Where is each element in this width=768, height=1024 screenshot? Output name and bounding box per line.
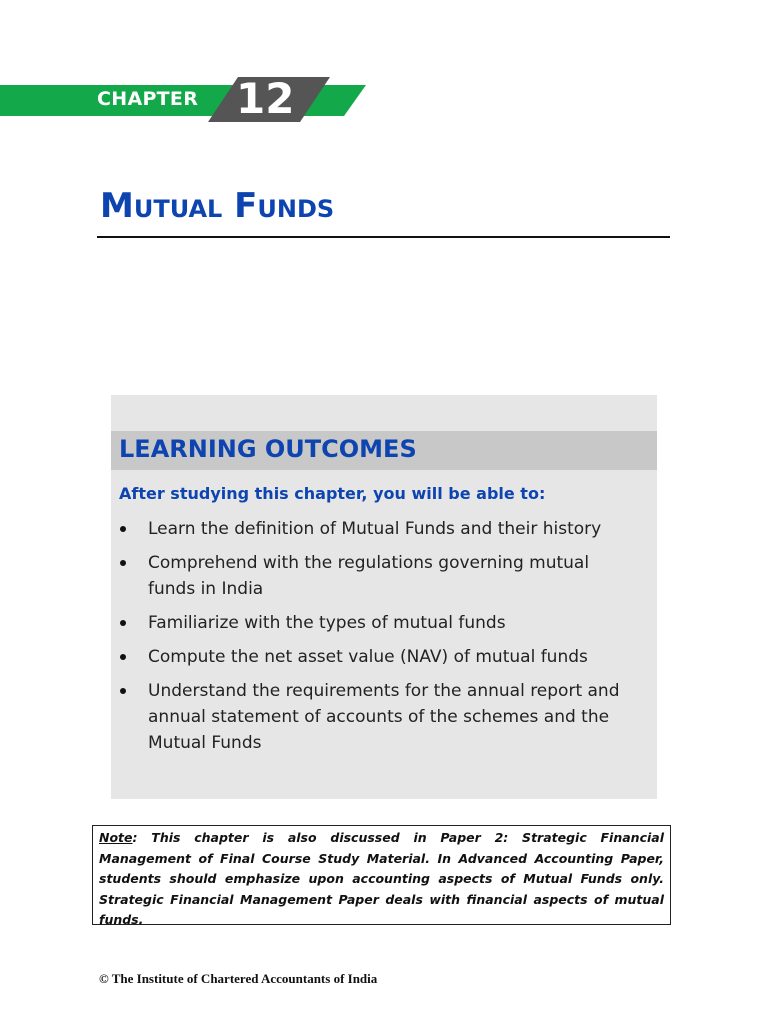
learning-outcomes-intro: After studying this chapter, you will be able to: [119, 484, 546, 503]
learning-outcomes-heading: LEARNING OUTCOMES [119, 435, 417, 463]
outcome-item [111, 644, 657, 670]
note-text: : This chapter is also discussed in Paper 2: Strategic Financial Management of Final Course Study Material. In Advanced Accounting Paper, students should emphasize upon accounting aspects of Mutual Funds only. Strategic Financial Management Paper deals with financial aspects of mutual funds. [99, 830, 664, 927]
note-box [92, 825, 671, 925]
note-label: Note [99, 830, 133, 845]
learning-outcomes-box [111, 395, 657, 799]
bullet-icon [120, 654, 126, 660]
learning-outcomes-header [111, 431, 657, 470]
chapter-title: Mutual Funds [100, 186, 335, 226]
outcome-text: Compute the net asset value (NAV) of mutual funds [148, 647, 588, 667]
bullet-icon [120, 688, 126, 694]
bullet-icon [120, 620, 126, 626]
chapter-number: 12 [236, 74, 295, 123]
bullet-icon [120, 526, 126, 532]
learning-outcomes-list [111, 516, 657, 764]
outcome-item [111, 678, 657, 756]
outcome-text: Understand the requirements for the annual report and annual statement of accounts of the schemes and the Mutual Funds [148, 681, 620, 753]
outcome-item [111, 550, 657, 602]
outcome-text: Comprehend with the regulations governing mutual funds in India [148, 553, 590, 599]
chapter-label: CHAPTER [97, 88, 199, 110]
outcome-text: Learn the definition of Mutual Funds and their history [148, 519, 602, 539]
title-divider [97, 236, 670, 238]
copyright-footer: © The Institute of Chartered Accountants of India [99, 971, 378, 986]
bullet-icon [120, 560, 126, 566]
outcome-item [111, 516, 657, 542]
outcome-text: Familiarize with the types of mutual funds [148, 613, 506, 633]
outcome-item [111, 610, 657, 636]
